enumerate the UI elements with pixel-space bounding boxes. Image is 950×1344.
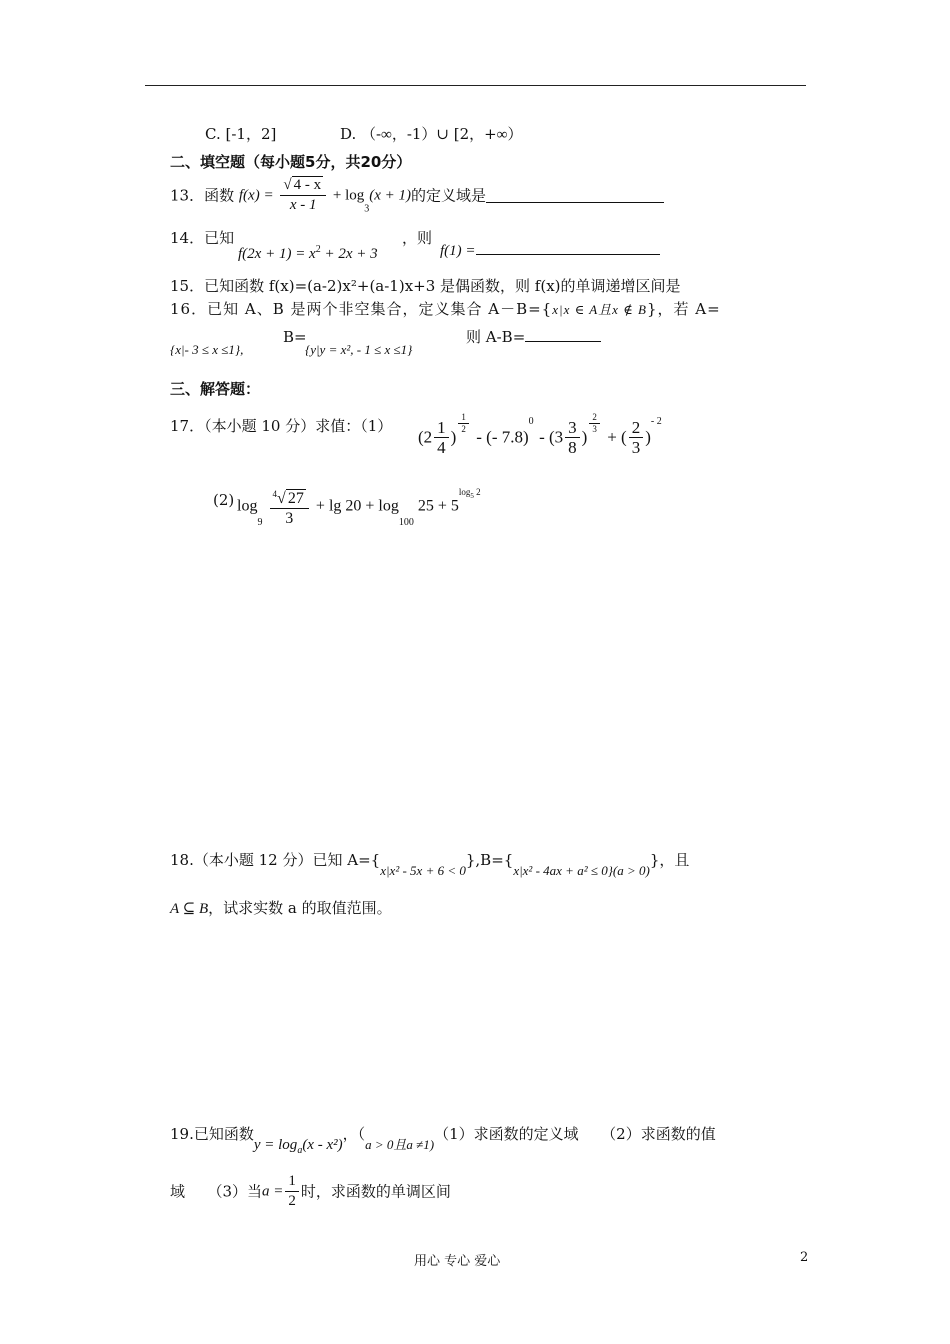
q13-log-arg: (x + 1) — [369, 187, 412, 204]
q17-exp5-arg: 2 — [473, 487, 481, 497]
question-16-then — [466, 327, 601, 347]
question-16-setB — [305, 339, 412, 360]
q17-p1-whole: (2 — [418, 427, 433, 447]
q19-comma: ，（ — [342, 1125, 366, 1143]
q17-p3-whole: - (3 — [539, 427, 564, 447]
q17-rest: + lg 20 + log — [315, 497, 399, 515]
option-c — [205, 124, 276, 144]
question-19-line1 — [170, 1124, 716, 1161]
q13-label: 13．函数 — [170, 186, 235, 205]
q13-log: + log — [332, 187, 365, 204]
question-16-setA — [170, 339, 243, 360]
q19-parts: （1）求函数的定义域 （2）求函数的值 — [434, 1125, 716, 1143]
q17-exp5 — [458, 487, 481, 500]
q17-p1-num: 1 — [434, 418, 449, 438]
q13-fx: f(x) = — [238, 187, 274, 204]
q13-fraction: $\frac{√ 4 - x}{x - 1}$ — [280, 176, 326, 215]
q19-half-num: 1 — [285, 1172, 299, 1192]
question-17-sub2-label: (2) — [213, 491, 235, 509]
option-d-suffix: ） — [507, 125, 523, 143]
q18-label: 18.（本小题 12 分）已知 A={ — [170, 851, 381, 869]
q18-line2-text: ，试求实数 a 的取值范围。 — [208, 899, 392, 917]
q18-setA: x|x² - 5x + 6 < 0 — [380, 863, 466, 878]
q17-p2-exp: 0 — [528, 416, 534, 427]
infinity-symbol: ∞ — [381, 127, 392, 143]
question-18-line1 — [170, 850, 689, 881]
q17-frac-den: 3 — [285, 510, 294, 527]
q17-p1-frac — [434, 418, 449, 457]
q17-p1-exp — [458, 412, 469, 435]
option-d-prefix: D. （- — [340, 125, 382, 143]
q14-f1: f(1) = — [440, 243, 476, 259]
q17-p1-exp-num: 1 — [458, 412, 469, 424]
q16-setA: {x|- 3 ≤ x ≤1}, — [170, 342, 244, 357]
question-14-expr — [238, 240, 378, 264]
q17-exp5-base: 5 — [470, 491, 474, 500]
q16-tail: }，若 A= — [647, 300, 721, 318]
q16-answer-blank[interactable] — [525, 327, 601, 342]
q18-setB: x|x² - 4ax + a² ≤ 0}(a > 0) — [513, 863, 650, 878]
q17-rest2: 25 + 5 — [413, 497, 459, 515]
q17-p3-num: 3 — [565, 418, 580, 438]
q14-answer-blank[interactable] — [476, 240, 660, 255]
q17-log100-base: 100 — [398, 517, 414, 528]
infinity-symbol: ∞ — [496, 127, 508, 143]
q17-p4-num: 2 — [629, 418, 644, 438]
question-15: 15．已知函数 f(x)=(a-2)x²+(a-1)x+3 是偶函数，则 f(x)的单调递增区间是 — [170, 277, 681, 295]
q19-half — [285, 1172, 299, 1211]
q17-p3-frac — [565, 418, 580, 457]
q17-p4-open: + ( — [607, 427, 627, 447]
q17-root-index: 4 — [272, 489, 278, 499]
option-d — [340, 124, 522, 145]
q17-p1-den: 4 — [437, 438, 446, 457]
header-rule — [145, 85, 806, 86]
q13-numerator: 4 - x — [293, 177, 322, 193]
question-19-line2 — [170, 1172, 451, 1218]
option-d-mid: ，-1）∪ [2，+ — [391, 125, 497, 143]
q13-answer-blank[interactable] — [486, 188, 664, 203]
q13-log-base: 3 — [364, 203, 370, 215]
q19-cond: a > 0且a ≠1) — [365, 1137, 435, 1152]
q19-half-den: 2 — [288, 1193, 296, 1209]
q14-expr-tail: + 2x + 3 — [320, 246, 378, 262]
q14-exp: 2 — [315, 244, 321, 255]
page-number: 2 — [800, 1250, 809, 1265]
q17-p3-exp-num: 2 — [589, 412, 600, 424]
section-answer-title: 三、解答题： — [170, 380, 261, 398]
question-14-label: 14．已知 — [170, 229, 235, 247]
q17-log9: log — [237, 497, 258, 515]
q17-p4-den: 3 — [631, 438, 641, 457]
q17-p4-frac — [629, 418, 644, 457]
q17-p3-exp — [589, 412, 600, 435]
q17-p2: - (- 7.8) — [476, 427, 529, 447]
section-fill-blank-title: 二、填空题（每小题5分，共20分） — [170, 153, 412, 171]
q17-p3-exp-den: 3 — [592, 424, 597, 434]
q14-expr: f(2x + 1) = x — [238, 246, 316, 262]
q17-p1-exp-den: 2 — [461, 424, 466, 434]
question-18-line2 — [170, 898, 392, 919]
q17-root-arg: 27 — [287, 490, 304, 507]
q19-line2-b: 时，求函数的单调区间 — [300, 1182, 451, 1201]
q19-line2-a: 域 （3）当 — [170, 1182, 263, 1201]
q19-a-eq: a = — [262, 1183, 284, 1200]
q16-setB: {y|y = x², - 1 ≤ x ≤1} — [305, 342, 413, 357]
q18-mid: },B={ — [465, 851, 514, 869]
footer-slogan: 用心 专心 爱心 — [414, 1254, 501, 1269]
question-14-mid: ，则 — [402, 229, 433, 247]
q19-func-base: a — [297, 1145, 303, 1156]
q18-tail: }，且 — [649, 851, 690, 869]
q17-exp5-log: log — [458, 487, 471, 497]
q19-func-arg: (x - x²) — [302, 1137, 343, 1153]
q17-root-frac: $\frac{^4√ 27}{3}$ — [270, 485, 309, 528]
question-17-label: 17．（本小题 10 分）求值：（1） — [170, 417, 393, 435]
question-16-line1 — [170, 299, 721, 320]
q19-func: y = log — [253, 1137, 298, 1153]
q19-label: 19.已知函数 — [170, 1125, 254, 1143]
question-13 — [170, 176, 664, 222]
q13-tail: 的定义域是 — [411, 186, 487, 205]
q16-then: 则 A-B= — [466, 328, 526, 346]
q17-log9-base: 9 — [257, 517, 263, 528]
q18-subset: A ⊆ B — [170, 901, 209, 917]
question-14-f1 — [440, 240, 660, 261]
q17-p4-exp: - 2 — [650, 416, 662, 427]
q16-text: 16．已知 A、B 是两个非空集合，定义集合 A－B={ — [170, 300, 553, 318]
q16-set-def: x|x ∈ A且x ∉ B — [552, 302, 647, 317]
question-17-expr2 — [237, 482, 481, 538]
q13-denominator: x - 1 — [289, 197, 317, 213]
question-17-expr1: (2 $\frac{1}{4}$ ) $\frac{1}{2}$ - (- 7.8)$^0$ - (3 $\frac{3}{8}$ ) $\frac{2}{3}$ + ( $\frac{2}{3}$ )$^{- 2}$ — [418, 412, 662, 457]
option-c-text: C. [-1，2] — [205, 125, 277, 143]
q17-p3-den: 8 — [568, 438, 577, 457]
question-16-b-label: B= — [283, 328, 307, 346]
